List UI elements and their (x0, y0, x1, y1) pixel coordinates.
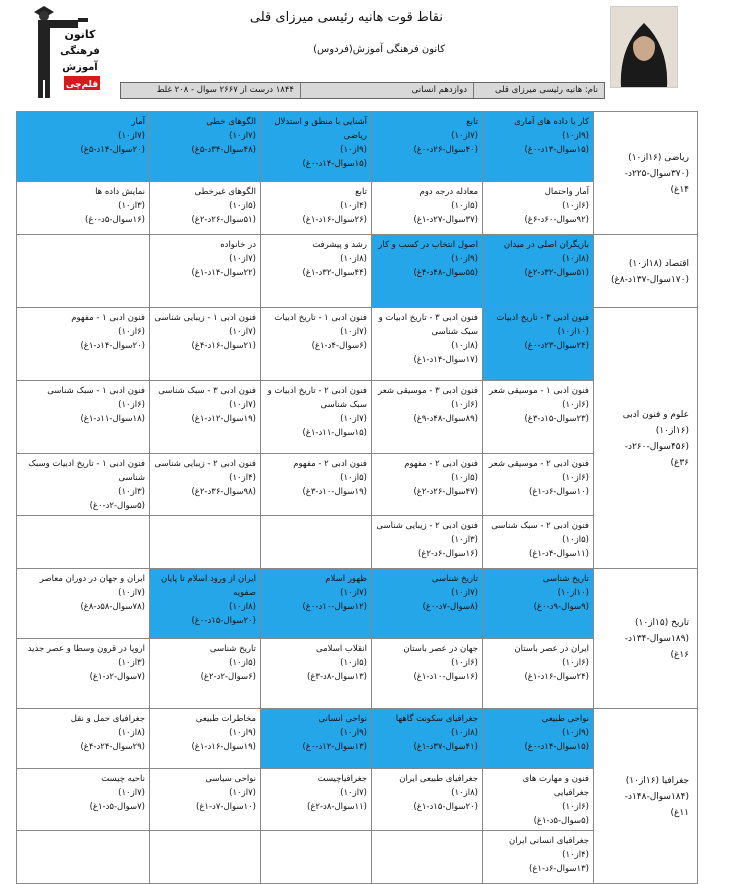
topic-stats: (۴۰سوال-۲۶د-۰غ) (413, 145, 478, 155)
topic-stats: (۹۸سوال-۳۶د-۲غ) (191, 487, 256, 497)
topic-title: آمار واحتمال (544, 187, 589, 197)
topic-title: فنون ادبی ۱ - تاریخ ادبیات (274, 313, 367, 323)
topic-cell (261, 639, 372, 709)
topic-score: (۸از۱۰) (451, 788, 478, 798)
topic-score: (۳از۱۰) (451, 535, 478, 545)
topic-score: (۶از۱۰) (562, 658, 589, 668)
topic-title: انقلاب اسلامی (316, 644, 367, 654)
topic-stats: (۱۳سوال-۸د-۳غ) (307, 672, 367, 682)
topic-title: فنون ادبی ۱ - زیبایی شناسی (154, 313, 256, 323)
topic-stats: (۱۳سوال-۶د-۱غ) (529, 864, 589, 874)
topic-score: (۷از۱۰) (451, 131, 478, 141)
topic-cell (483, 709, 594, 769)
topic-score: (۷از۱۰) (118, 131, 145, 141)
topic-cell (261, 235, 372, 308)
topic-score: (۱۰از۱۰) (557, 588, 589, 598)
logo-text-4: قلم‌چی (65, 80, 99, 90)
topic-stats: (۱۵سوال-۱۴د-۰غ) (302, 159, 367, 169)
topic-title: جغرافیاچیست (317, 774, 367, 784)
topic-title: فنون ادبی ۳ - تاریخ ادبیات (496, 313, 589, 323)
topic-stats: (۲۰سوال-۱۵د-۱غ) (413, 802, 478, 812)
topic-title: معادله درجه دوم (419, 187, 478, 197)
topic-cell (483, 639, 594, 709)
topic-score: (۹از۱۰) (562, 131, 589, 141)
topic-stats: (۲۰سوال-۱۵د-۰غ) (191, 616, 256, 626)
topic-cell (261, 569, 372, 639)
empty-cell (261, 516, 372, 569)
subject-line: تاریخ (۱۵از۱۰) (635, 618, 689, 628)
topic-title: فنون ادبی ۳ - موسیقی شعر (378, 386, 478, 396)
topic-cell (483, 235, 594, 308)
topic-title: فنون ادبی ۱ - تاریخ ادبیات وسبک شناسی (28, 459, 145, 483)
topic-title: جغرافیای طبیعی ایران (399, 774, 478, 784)
topic-score: (۶از۱۰) (118, 327, 145, 337)
student-stats: ۱۸۴۴ درست از ۲۶۶۷ سوال - ۲۰۸ غلط (156, 85, 294, 95)
topic-score: (۷از۱۰) (118, 588, 145, 598)
topic-score: (۵از۱۰) (562, 535, 589, 545)
topic-cell (483, 308, 594, 381)
topic-cell (150, 381, 261, 454)
topic-score: (۷از۱۰) (340, 327, 367, 337)
topic-title: نمایش داده ها (95, 187, 145, 197)
topic-title: نواحی انسانی (318, 714, 367, 724)
info-bar (120, 82, 605, 99)
topic-score: (۶از۱۰) (118, 400, 145, 410)
subject-line: (۱۷۰سوال-۱۳۷د-۸غ) (610, 274, 689, 285)
topic-score: (۹از۱۰) (451, 254, 478, 264)
topic-title: ناحیه چیست (101, 774, 145, 784)
topic-cell (150, 639, 261, 709)
topic-stats: (۵سوال-۲د-۰غ) (89, 501, 145, 511)
topic-score: (۴از۱۰) (340, 201, 367, 211)
topic-title: فنون ادبی ۲ - مفهوم (293, 459, 367, 469)
subject-cell (594, 308, 698, 569)
topic-stats: (۱۱سوال-۴د-۱غ) (529, 549, 589, 559)
topic-cell (372, 709, 483, 769)
topic-stats: (۲۳سوال-۱۵د-۳غ) (524, 414, 589, 424)
topic-title: فنون ادبی ۲ - سبک شناسی (491, 521, 589, 531)
topic-cell (372, 112, 483, 182)
topic-score: (۸از۱۰) (229, 602, 256, 612)
topic-cell (150, 112, 261, 182)
topic-score: (۴از۱۰) (562, 850, 589, 860)
topic-title: الگوهای خطی (206, 117, 256, 127)
topic-score: (۶از۱۰) (451, 400, 478, 410)
topic-cell (17, 639, 150, 709)
topic-stats: (۱۰سوال-۷د-۱غ) (196, 802, 256, 812)
subject-line: علوم و فنون ادبی (622, 409, 689, 420)
topic-stats: (۲۲سوال-۱۴د-۱غ) (191, 268, 256, 278)
topic-title: بازیگران اصلی در میدان (503, 240, 589, 250)
topic-title: مخاطرات طبیعی (195, 714, 256, 724)
topic-stats: (۴۴سوال-۳۲د-۱غ) (302, 268, 367, 278)
topic-cell (150, 308, 261, 381)
topic-stats: (۶سوال-۴د-۱غ) (311, 341, 367, 351)
topic-cell (150, 709, 261, 769)
topic-title: نواحی سیاسی (205, 774, 256, 784)
student-photo (610, 6, 678, 88)
topic-title: فنون ادبی ۲ - موسیقی شعر (489, 459, 589, 469)
empty-cell (372, 831, 483, 884)
topic-cell (261, 454, 372, 516)
topic-stats: (۲۰سوال-۱۴د-۵غ) (80, 145, 145, 155)
subject-line: جغرافیا (۱۶از۱۰) (625, 775, 689, 786)
topic-score: (۴از۱۰) (229, 473, 256, 483)
topic-cell (17, 381, 150, 454)
topic-title: فنون ادبی ۲ - زیبایی شناسی (154, 459, 256, 469)
subject-line: (۴۵۶سوال-۲۶۰د- (624, 441, 689, 452)
topic-stats: (۲۰سوال-۱۴د-۱غ) (80, 341, 145, 351)
topic-score: (۵از۱۰) (340, 473, 367, 483)
topic-stats: (۱۰سوال-۶د-۱غ) (529, 487, 589, 497)
topic-score: (۷از۱۰) (229, 788, 256, 798)
topic-stats: (۸۹سوال-۴۸د-۹غ) (413, 414, 478, 424)
topic-score: (۸از۱۰) (451, 728, 478, 738)
topic-score: (۶از۱۰) (562, 201, 589, 211)
topic-title: الگوهای غیرخطی (194, 187, 256, 197)
topic-score: (۷از۱۰) (451, 588, 478, 598)
topic-title: فنون ادبی ۱ - مفهوم (71, 313, 145, 323)
topic-score: (۱۰از۱۰) (557, 327, 589, 337)
topic-cell (483, 454, 594, 516)
topic-title: فنون ادبی ۳ - تاریخ ادبیات و سبک شناسی (378, 313, 478, 337)
topic-stats: (۵سوال-۵د-۱غ) (533, 816, 589, 826)
subject-line: ۱۴غ) (670, 184, 689, 195)
topic-stats: (۴۸سوال-۳۴د-۵غ) (191, 145, 256, 155)
topic-cell (483, 769, 594, 831)
topic-title: آشنایی با منطق و استدلال ریاضی (274, 117, 367, 141)
topic-stats: (۱۶سوال-۵د-۰غ) (85, 215, 145, 225)
topic-stats: (۷سوال-۵د-۱غ) (89, 802, 145, 812)
topic-score: (۷از۱۰) (229, 254, 256, 264)
topic-cell (17, 308, 150, 381)
topic-score: (۷از۱۰) (229, 327, 256, 337)
topic-score: (۹از۱۰) (229, 728, 256, 738)
topic-title: کار با داده های آماری (514, 117, 589, 127)
table-row (17, 308, 698, 381)
topic-title: جغرافیای سکونت گاهها (395, 714, 478, 724)
topic-score: (۳از۱۰) (118, 201, 145, 211)
topic-title: ایران و جهان در دوران معاصر (39, 574, 145, 584)
topic-stats: (۲۱سوال-۱۶د-۴غ) (191, 341, 256, 351)
page-subtitle: کانون فرهنگی آموزش(فردوس) (313, 44, 445, 55)
topic-stats: (۴۷سوال-۲۶د-۲غ) (413, 487, 478, 497)
topic-stats: (۴۱سوال-۳۷د-۱غ) (413, 742, 478, 752)
subject-line: اقتصاد (۱۸از۱۰) (628, 258, 689, 269)
topic-cell (483, 831, 594, 884)
subject-cell (594, 112, 698, 235)
topic-title: اصول انتخاب در کسب و کار (378, 240, 478, 250)
topic-score: (۷از۱۰) (340, 588, 367, 598)
topic-stats: (۵۵سوال-۴۸د-۴غ) (413, 268, 478, 278)
topic-stats: (۱۵سوال-۱۱د-۱غ) (302, 428, 367, 438)
table-row (17, 112, 698, 182)
topic-stats: (۱۲سوال-۱۰د-۰غ) (302, 602, 367, 612)
topic-cell (483, 569, 594, 639)
topic-stats: (۱۵سوال-۱۳د-۰غ) (524, 145, 589, 155)
topic-title: فنون و مهارت های جغرافیایی (522, 774, 589, 798)
table-row (17, 569, 698, 639)
topic-title: تاریخ شناسی (209, 644, 256, 654)
topic-score: (۵از۱۰) (451, 201, 478, 211)
topic-title: تاریخ شناسی (542, 574, 589, 584)
topic-cell (17, 112, 150, 182)
topic-title: ایران از ورود اسلام تا پایان صفویه (160, 574, 256, 598)
topic-cell (150, 182, 261, 235)
subject-cell (594, 235, 698, 308)
topic-stats: (۳۷سوال-۲۷د-۱غ) (413, 215, 478, 225)
topic-cell (372, 639, 483, 709)
topic-cell (261, 769, 372, 831)
topic-stats: (۹۲سوال-۶۰د-۶غ) (524, 215, 589, 225)
topic-title: جغرافیای حمل و نقل (70, 714, 145, 724)
subject-cell (594, 569, 698, 709)
page-title: نقاط قوت هانیه رئیسی میرزای قلی (249, 10, 443, 25)
table-row (17, 709, 698, 769)
topic-cell (150, 769, 261, 831)
topic-cell (483, 112, 594, 182)
topic-cell (17, 454, 150, 516)
topic-score: (۹از۱۰) (562, 728, 589, 738)
topic-stats: (۲۹سوال-۲۴د-۴غ) (80, 742, 145, 752)
subject-line: (۱۸۹سوال-۱۳۴د- (624, 634, 689, 644)
topic-cell (372, 381, 483, 454)
topic-score: (۸از۱۰) (562, 254, 589, 264)
logo-text-1: کانون (64, 28, 96, 41)
topic-score: (۹از۱۰) (340, 728, 367, 738)
student-name: نام: هانیه رئیسی میرزای قلی (473, 83, 604, 98)
topic-title: فنون ادبی ۳ - سبک شناسی (158, 386, 256, 396)
topic-score: (۸از۱۰) (451, 341, 478, 351)
topic-cell (372, 454, 483, 516)
topic-stats: (۱۶سوال-۶د-۲غ) (418, 549, 478, 559)
topic-title: آمار (131, 117, 145, 127)
topic-cell (17, 709, 150, 769)
empty-cell (261, 831, 372, 884)
subject-line: ۱۱غ) (670, 807, 689, 818)
topic-stats: (۲۴سوال-۲۳د-۰غ) (524, 341, 589, 351)
topic-score: (۳از۱۰) (118, 487, 145, 497)
topic-cell (17, 569, 150, 639)
subject-line: (۳۷۰سوال-۲۲۵د- (624, 168, 689, 179)
topic-title: فنون ادبی ۱ - موسیقی شعر (489, 386, 589, 396)
topic-stats: (۱۷سوال-۱۴د-۱غ) (413, 355, 478, 365)
topic-score: (۷از۱۰) (229, 400, 256, 410)
empty-cell (17, 831, 150, 884)
topic-cell (483, 381, 594, 454)
topic-stats: (۵۱سوال-۳۲د-۲غ) (524, 268, 589, 278)
topic-title: تابع (466, 117, 478, 127)
topic-score: (۸از۱۰) (340, 254, 367, 264)
topic-stats: (۹سوال-۹د-۰غ) (533, 602, 589, 612)
topic-title: در خانواده (220, 240, 256, 250)
topic-title: فنون ادبی ۲ - زیبایی شناسی (376, 521, 478, 531)
topic-stats: (۵۱سوال-۲۶د-۲غ) (191, 215, 256, 225)
topic-score: (۵از۱۰) (340, 658, 367, 668)
logo-text-2: فرهنگی (60, 46, 100, 57)
topic-title: تابع (355, 187, 367, 197)
topic-cell (150, 235, 261, 308)
topic-stats: (۷۸سوال-۵۸د-۸غ) (80, 602, 145, 612)
logo (30, 2, 105, 102)
topic-score: (۷از۱۰) (229, 131, 256, 141)
topic-title: اروپا در قرون وسطا و عصر جدید (27, 644, 145, 654)
topic-stats: (۷سوال-۲د-۱غ) (89, 672, 145, 682)
topic-cell (261, 381, 372, 454)
subject-line: ۱۶غ) (670, 650, 689, 660)
subject-line: (۱۶از۱۰) (655, 425, 689, 436)
subject-cell (594, 709, 698, 884)
topic-title: رشد و پیشرفت (312, 240, 367, 250)
topic-cell (372, 769, 483, 831)
topic-stats: (۱۶سوال-۱۰د-۱غ) (413, 672, 478, 682)
topic-cell (261, 112, 372, 182)
topic-title: نواحی طبیعی (541, 714, 589, 724)
topic-title: تاریخ شناسی (431, 574, 478, 584)
topic-title: جهان در عصر باستان (403, 644, 478, 654)
topic-cell (372, 235, 483, 308)
topic-cell (261, 709, 372, 769)
topic-stats: (۱۸سوال-۱۱د-۱غ) (80, 414, 145, 424)
topic-cell (483, 182, 594, 235)
topic-cell (372, 516, 483, 569)
topic-cell (17, 769, 150, 831)
topic-score: (۷از۱۰) (118, 788, 145, 798)
topic-cell (483, 516, 594, 569)
topic-stats: (۱۹سوال-۱۶د-۱غ) (191, 742, 256, 752)
empty-cell (17, 235, 150, 308)
logo-text-3: آموزش (62, 62, 98, 73)
empty-cell (150, 831, 261, 884)
topic-stats: (۲۶سوال-۱۶د-۱غ) (302, 215, 367, 225)
topic-score: (۷از۱۰) (340, 788, 367, 798)
topic-cell (372, 308, 483, 381)
topic-stats: (۱۹سوال-۱۰د-۳غ) (302, 487, 367, 497)
subject-line: (۱۸۴سوال-۱۴۸د- (624, 791, 689, 802)
topic-score: (۵از۱۰) (229, 201, 256, 211)
topic-score: (۵از۱۰) (451, 473, 478, 483)
table-row (17, 235, 698, 308)
topic-score: (۹از۱۰) (340, 145, 367, 155)
topic-title: جغرافیای انسانی ایران (508, 836, 589, 846)
topic-cell (372, 182, 483, 235)
topic-score: (۶از۱۰) (562, 802, 589, 812)
topic-score: (۸از۱۰) (118, 728, 145, 738)
topic-title: فنون ادبی ۲ - تاریخ ادبیات و سبک شناسی (267, 386, 367, 410)
topic-title: ایران در عصر باستان (514, 644, 589, 654)
topic-cell (261, 182, 372, 235)
topic-score: (۵از۱۰) (229, 658, 256, 668)
topic-score: (۷از۱۰) (340, 414, 367, 424)
empty-cell (150, 516, 261, 569)
subject-line: ۳۶غ) (670, 457, 689, 468)
subject-line: ریاضی (۱۶از۱۰) (628, 152, 689, 163)
topic-title: فنون ادبی ۲ - مفهوم (404, 459, 478, 469)
topic-stats: (۱۱سوال-۸د-۲غ) (307, 802, 367, 812)
topic-stats: (۱۹سوال-۱۲د-۱غ) (191, 414, 256, 424)
topic-stats: (۲۴سوال-۱۶د-۱غ) (524, 672, 589, 682)
topic-cell (261, 308, 372, 381)
topic-title: فنون ادبی ۱ - سبک شناسی (47, 386, 145, 396)
topic-score: (۶از۱۰) (562, 473, 589, 483)
topic-score: (۶از۱۰) (562, 400, 589, 410)
topic-score: (۳از۱۰) (118, 658, 145, 668)
topic-cell (17, 182, 150, 235)
empty-cell (17, 516, 150, 569)
topic-cell (372, 569, 483, 639)
topic-cell (150, 569, 261, 639)
topic-stats: (۸سوال-۷د-۰غ) (422, 602, 478, 612)
strengths-table (16, 111, 698, 884)
student-grade: دوازدهم انسانی (300, 83, 473, 98)
topic-score: (۶از۱۰) (451, 658, 478, 668)
topic-stats: (۱۵سوال-۱۴د-۰غ) (524, 742, 589, 752)
topic-cell (150, 454, 261, 516)
topic-stats: (۶سوال-۲د-۲غ) (200, 672, 256, 682)
topic-stats: (۱۳سوال-۱۲د-۰غ) (302, 742, 367, 752)
topic-title: ظهور اسلام (325, 574, 367, 584)
